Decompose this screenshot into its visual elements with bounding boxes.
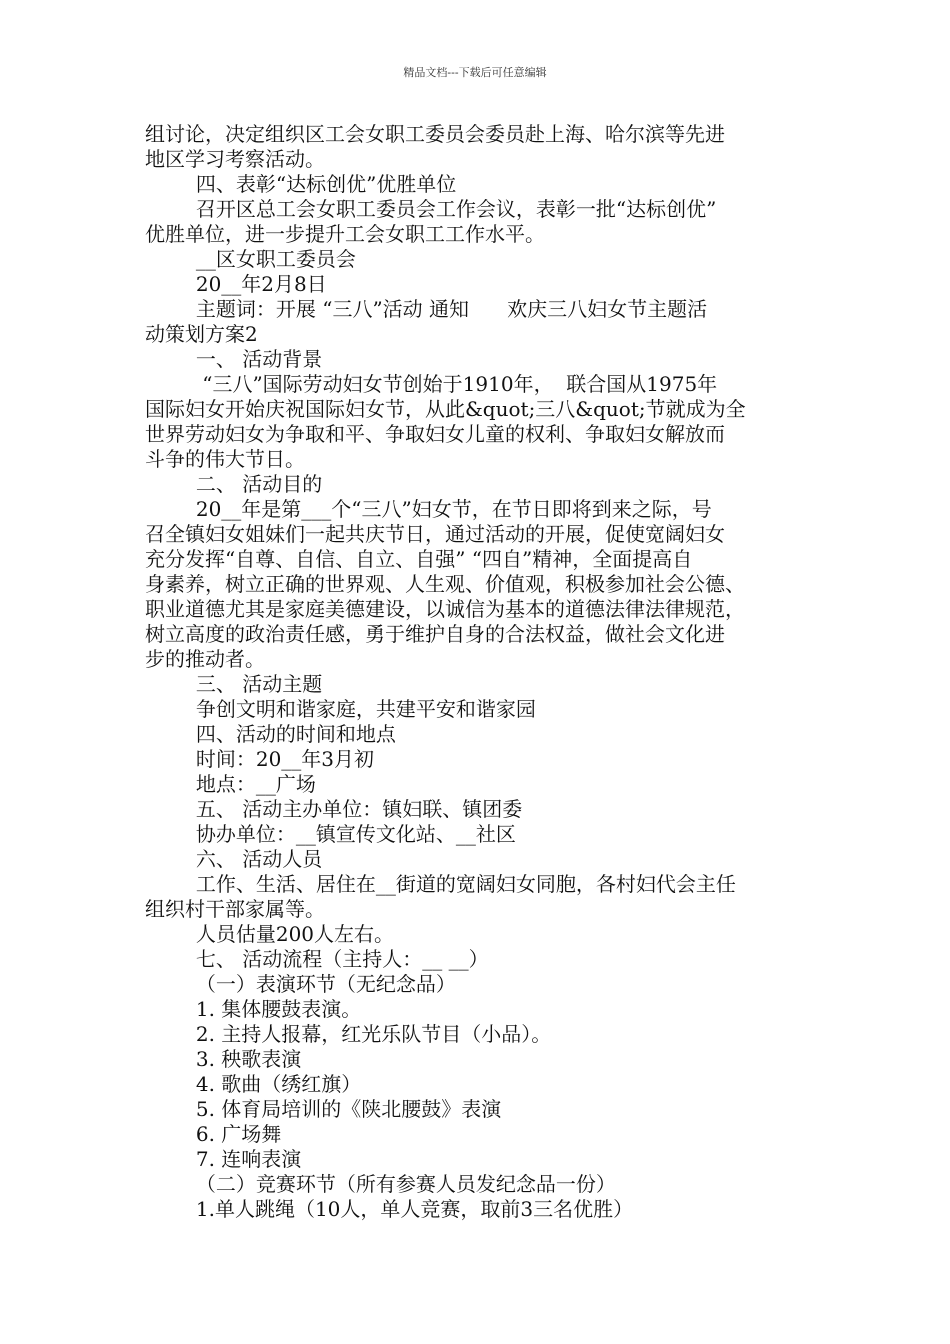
text-line: 优胜单位，进一步提升工会女职工工作水平。 bbox=[145, 222, 545, 246]
text-line: 6. 广场舞 bbox=[145, 1122, 282, 1146]
text-line: 召开区总工会女职工委员会工作会议，表彰一批“达标创优” bbox=[145, 197, 717, 221]
text-line: 20__年是第___个“三八”妇女节，在节日即将到来之际，号 bbox=[145, 497, 712, 521]
text-line: 七、 活动流程（主持人：__ __） bbox=[145, 947, 489, 971]
text-line: 1.单人跳绳（10人，单人竞赛，取前3三名优胜） bbox=[145, 1197, 634, 1221]
text-line: 争创文明和谐家庭，共建平安和谐家园 bbox=[145, 697, 536, 721]
text-line: 动策划方案2 bbox=[145, 322, 258, 346]
text-line: 一、 活动背景 bbox=[145, 347, 323, 371]
text-line: 时间：20__年3月初 bbox=[145, 747, 375, 771]
text-line: 二、 活动目的 bbox=[145, 472, 323, 496]
text-line: 国际妇女开始庆祝国际妇女节，从此&quot;三八&quot;节就成为全 bbox=[145, 397, 746, 421]
text-line: __区女职工委员会 bbox=[145, 247, 356, 271]
text-line: 四、表彰“达标创优”优胜单位 bbox=[145, 172, 457, 196]
text-line: 三、 活动主题 bbox=[145, 672, 323, 696]
text-line: 7. 连响表演 bbox=[145, 1147, 302, 1171]
text-line: （一）表演环节（无纪念品） bbox=[145, 972, 456, 996]
text-line: 3. 秧歌表演 bbox=[145, 1047, 302, 1071]
text-line: “三八”国际劳动妇女节创始于1910年， 联合国从1975年 bbox=[145, 372, 718, 396]
text-line: 斗争的伟大节日。 bbox=[145, 447, 305, 471]
text-line: 1. 集体腰鼓表演。 bbox=[145, 997, 362, 1021]
text-line: 召全镇妇女姐妹们一起共庆节日，通过活动的开展，促使宽阔妇女 bbox=[145, 522, 725, 546]
text-line: 步的推动者。 bbox=[145, 647, 265, 671]
text-line: 树立高度的政治责任感，勇于维护自身的合法权益，做社会文化进 bbox=[145, 622, 725, 646]
text-line: 职业道德尤其是家庭美德建设，以诚信为基本的道德法律法律规范， bbox=[145, 597, 745, 621]
text-line: 世界劳动妇女为争取和平、争取妇女儿童的权利、争取妇女解放而 bbox=[145, 422, 725, 446]
text-line: 四、活动的时间和地点 bbox=[145, 722, 396, 746]
page-header: 精品文档---下载后可任意编辑 bbox=[403, 66, 547, 79]
text-line: 五、 活动主办单位：镇妇联、镇团委 bbox=[145, 797, 523, 821]
text-line: 地区学习考察活动。 bbox=[145, 147, 325, 171]
text-line: 组织村干部家属等。 bbox=[145, 897, 325, 921]
text-line: 20__年2月8日 bbox=[145, 272, 327, 296]
text-line: （二）竞赛环节（所有参赛人员发纪念品一份） bbox=[145, 1172, 616, 1196]
text-line: 5. 体育局培训的《陕北腰鼓》表演 bbox=[145, 1097, 502, 1121]
text-line: 组讨论，决定组织区工会女职工委员会委员赴上海、哈尔滨等先进 bbox=[145, 122, 725, 146]
text-line: 主题词：开展 “三八”活动 通知 欢庆三八妇女节主题活 bbox=[145, 297, 708, 321]
document-body bbox=[145, 122, 815, 1222]
text-line: 身素养，树立正确的世界观、人生观、价值观，积极参加社会公德、 bbox=[145, 572, 745, 596]
text-line: 充分发挥“自尊、自信、自立、自强” “四自”精神，全面提高自 bbox=[145, 547, 693, 571]
text-line: 人员估量200人左右。 bbox=[145, 922, 395, 946]
text-line: 2. 主持人报幕，红光乐队节目（小品）。 bbox=[145, 1022, 552, 1046]
text-line: 工作、生活、居住在__街道的宽阔妇女同胞，各村妇代会主任 bbox=[145, 872, 736, 896]
text-line: 六、 活动人员 bbox=[145, 847, 323, 871]
text-line: 协办单位：__镇宣传文化站、__社区 bbox=[145, 822, 516, 846]
text-line: 地点：__广场 bbox=[145, 772, 316, 796]
text-line: 4. 歌曲（绣红旗） bbox=[145, 1072, 362, 1096]
